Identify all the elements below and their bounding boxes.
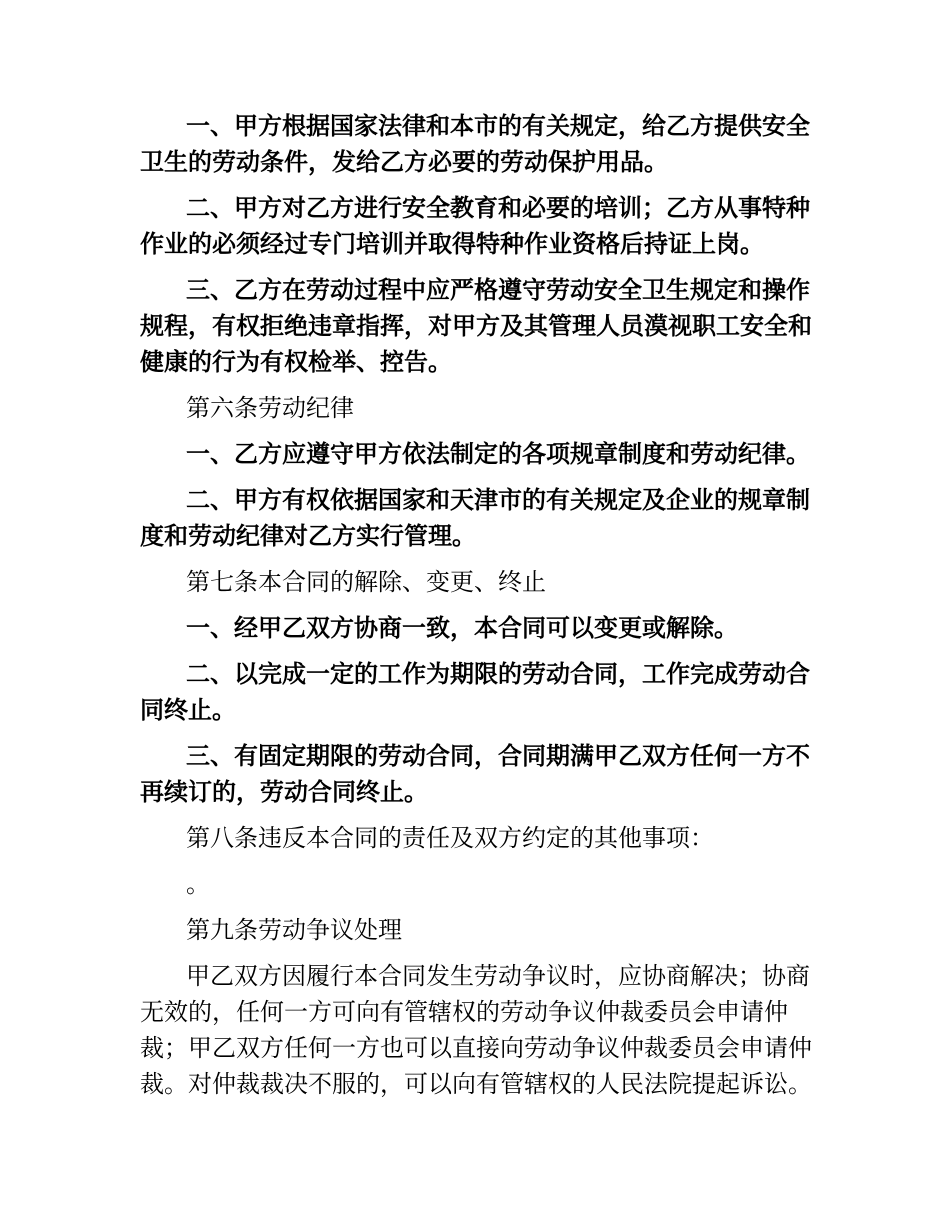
document-body — [140, 108, 812, 1112]
clause-safety-training: 二、甲方对乙方进行安全教育和必要的培训；乙方从事特种作业的必须经过专门培训并取得特种作业资格后持证上岗。 — [140, 193, 810, 258]
article-8-heading: 第八条违反本合同的责任及双方约定的其他事项： — [186, 824, 714, 852]
article-9-heading: 第九条劳动争议处理 — [186, 916, 402, 944]
clause-dispute-resolution: 甲乙双方因履行本合同发生劳动争议时，应协商解决；协商无效的，任何一方可向有管辖权的劳动争议仲裁委员会申请仲裁；甲乙双方任何一方也可以直接向劳动争议仲裁委员会申请仲裁。对仲裁裁决不服的，可以向有管辖权的人民法院提起诉讼。 — [140, 962, 812, 1098]
clause-discipline-comply: 一、乙方应遵守甲方依法制定的各项规章制度和劳动纪律。 — [186, 439, 810, 468]
clause-termination-fixed-term: 三、有固定期限的劳动合同，合同期满甲乙双方任何一方不再续订的，劳动合同终止。 — [140, 741, 810, 806]
clause-termination-task: 二、以完成一定的工作为期限的劳动合同，工作完成劳动合同终止。 — [140, 659, 810, 724]
clause-safety-compliance: 三、乙方在劳动过程中应严格遵守劳动安全卫生规定和操作规程，有权拒绝违章指挥，对甲方及其管理人员漠视职工安全和健康的行为有权检举、控告。 — [140, 275, 812, 376]
clause-discipline-manage: 二、甲方有权依据国家和天津市的有关规定及企业的规章制度和劳动纪律对乙方实行管理。 — [140, 485, 810, 550]
article-7-heading: 第七条本合同的解除、变更、终止 — [186, 568, 546, 596]
clause-termination-mutual: 一、经甲乙双方协商一致，本合同可以变更或解除。 — [186, 613, 738, 642]
article-6-heading: 第六条劳动纪律 — [186, 394, 354, 422]
article-8-blank: 。 — [186, 870, 210, 898]
clause-safety-conditions: 一、甲方根据国家法律和本市的有关规定，给乙方提供安全卫生的劳动条件，发给乙方必要的劳动保护用品。 — [140, 111, 810, 176]
